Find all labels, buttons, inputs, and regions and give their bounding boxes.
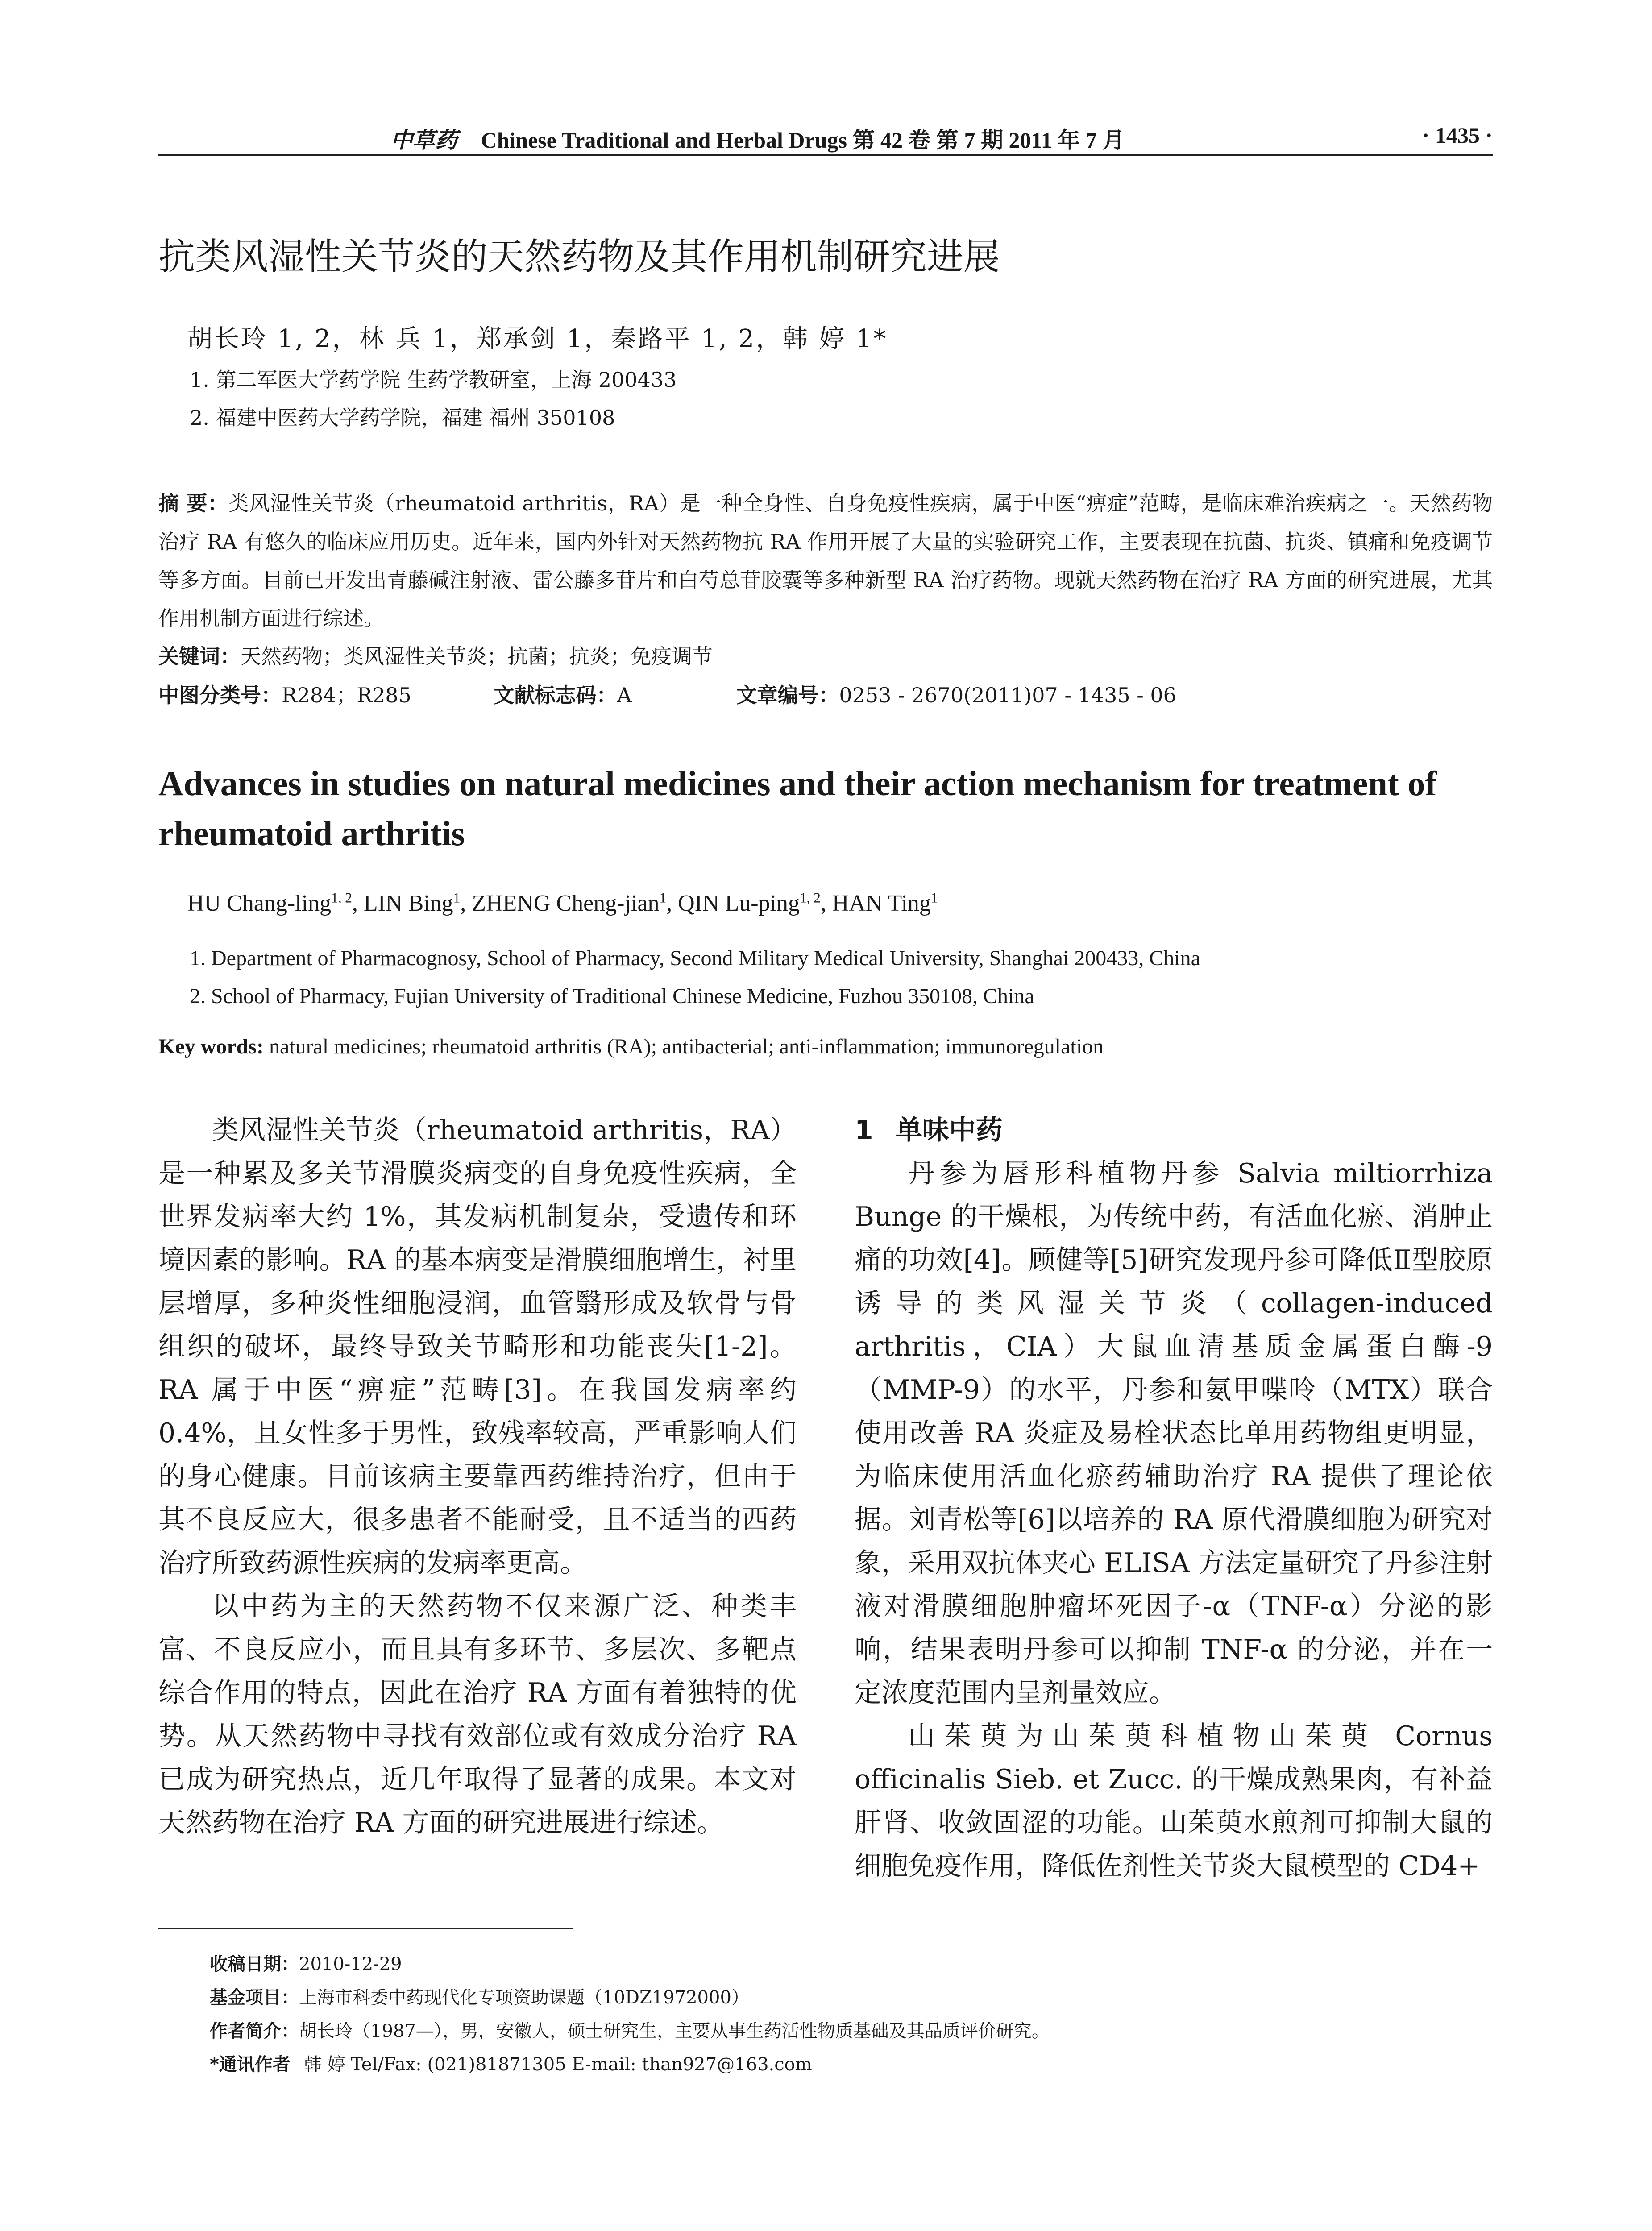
footnote-text: 韩 婷 Tel/Fax: (021)81871305 E-mail: than927@163.com: [303, 2054, 812, 2075]
body-paragraph: 山茱萸为山茱萸科植物山茱萸 Cornus officinalis Sieb. et Zucc. 的干燥成熟果肉，有补益肝肾、收敛固涩的功能。山茱萸水煎剂可抑制大鼠的细胞免疫作用，降低佐剂性关节炎大鼠模型的 CD4+: [855, 1721, 1493, 1882]
keywords-text: 天然药物；类风湿性关节炎；抗菌；抗炎；免疫调节: [241, 644, 713, 668]
abstract-label: 摘 要：: [158, 491, 228, 515]
chinese-affiliation-1: 1. 第二军医大学药学院 生药学教研室，上海 200433: [190, 368, 677, 392]
header-rule: [158, 154, 1493, 156]
chinese-abstract: [158, 484, 1493, 638]
footnote-received: [210, 1950, 402, 1975]
keywords-label: 关键词：: [158, 644, 241, 668]
chinese-title: 抗类风湿性关节炎的天然药物及其作用机制研究进展: [158, 236, 1000, 278]
footnote-text: 2010-12-29: [299, 1954, 402, 1974]
english-keywords-label: Key words:: [158, 1035, 264, 1058]
body-column-right: [855, 1109, 1493, 1888]
footnote-label: 基金项目：: [210, 1987, 299, 2008]
page-number: · 1435 ·: [1422, 123, 1493, 148]
footnote-label: *通讯作者: [210, 2054, 291, 2075]
article-number-label: 文章编号：: [736, 683, 839, 707]
english-authors: [187, 890, 938, 916]
body-paragraph: 类风湿性关节炎（rheumatoid arthritis，RA）是一种累及多关节滑膜炎病变的自身免疫性疾病，全世界发病率大约 1%，其发病机制复杂，受遗传和环境因素的影响。RA 的基本病变是滑膜细胞增生，衬里层增厚，多种炎性细胞浸润，血管翳形成及软骨与骨组织的破坏，最终导致关节畸形和功能丧失[1-2]。RA 属于中医“痹症”范畴[3]。在我国发病率约 0.4%，且女性多于男性，致残率较高，严重影响人们的身心健康。目前该病主要靠西药维持治疗，但由于其不良反应大，很多患者不能耐受，且不适当的西药治疗所致药源性疾病的发病率更高。: [158, 1115, 797, 1579]
english-affiliation-1: 1. Department of Pharmacognosy, School of Pharmacy, Second Military Medical University, Shanghai 200433, China: [190, 946, 1200, 970]
running-header: [158, 120, 1493, 155]
footnote-label: 收稿日期：: [210, 1954, 299, 1974]
abstract-text: 类风湿性关节炎（rheumatoid arthritis，RA）是一种全身性、自身免疫性疾病，属于中医“痹症”范畴，是临床难治疾病之一。天然药物治疗 RA 有悠久的临床应用历史。近年来，国内外针对天然药物抗 RA 作用开展了大量的实验研究工作，主要表现在抗菌、抗炎、镇痛和免疫调节等多方面。目前已开发出青藤碱注射液、雷公藤多苷片和白芍总苷胶囊等多种新型 RA 治疗药物。现就天然药物在治疗 RA 方面的研究进展，尤其作用机制方面进行综述。: [158, 491, 1493, 630]
doc-code-value: A: [617, 683, 632, 707]
section-heading: [855, 1109, 1493, 1152]
body-column-left: [158, 1109, 797, 1845]
english-title: Advances in studies on natural medicines and their action mechanism for treatment of rheumatoid arthritis: [158, 764, 1437, 853]
english-keywords-text: natural medicines; rheumatoid arthritis (RA); antibacterial; anti-inflammation; immunoregulation: [269, 1035, 1104, 1058]
footnote-correspondence: [210, 2050, 812, 2076]
chinese-affiliation-2: 2. 福建中医药大学药学院，福建 福州 350108: [190, 406, 615, 430]
section-title: 单味中药: [895, 1115, 1003, 1146]
clc-label: 中图分类号：: [158, 683, 282, 707]
chinese-keywords: [158, 640, 713, 670]
body-paragraph: 以中药为主的天然药物不仅来源广泛、种类丰富、不良反应小，而且具有多环节、多层次、多靶点综合作用的特点，因此在治疗 RA 方面有着独特的优势。从天然药物中寻找有效部位或有效成分治疗 RA 已成为研究热点，近几年取得了显著的成果。本文对天然药物在治疗 RA 方面的研究进展进行综述。: [158, 1591, 797, 1838]
clc-value: R284；R285: [282, 683, 411, 707]
journal-citation: Chinese Traditional and Herbal Drugs 第 42 卷 第 7 期 2011 年 7 月: [481, 128, 1125, 153]
footnote-rule: [158, 1928, 573, 1929]
author-zheng: ZHENG Cheng-jian$^1$,: [472, 890, 678, 916]
article-number-value: 0253 - 2670(2011)07 - 1435 - 06: [839, 683, 1176, 707]
author-hu: HU Chang-ling$^{1, 2}$,: [187, 890, 364, 916]
chinese-authors: 胡长玲 1, 2，林 兵 1，郑承剑 1，秦路平 1, 2，韩 婷 1*: [187, 324, 888, 353]
english-affiliation-2: 2. School of Pharmacy, Fujian University of Traditional Chinese Medicine, Fuzhou 350108, China: [190, 984, 1034, 1008]
footnote-label: 作者简介：: [210, 2021, 299, 2041]
journal-header: [390, 122, 1125, 154]
classification-line: [158, 679, 1176, 709]
footnote-funding: [210, 1983, 749, 2009]
section-number: 1: [855, 1115, 873, 1146]
footnote-text: 上海市科委中药现代化专项资助课题（10DZ1972000）: [299, 1987, 749, 2008]
body-paragraph: 丹参为唇形科植物丹参 Salvia miltiorrhiza Bunge 的干燥根，为传统中药，有活血化瘀、消肿止痛的功效[4]。顾健等[5]研究发现丹参可降低Ⅱ型胶原诱导的类风湿关节炎（collagen-induced arthritis，CIA）大鼠血清基质金属蛋白酶-9（MMP-9）的水平，丹参和氨甲喋呤（MTX）联合使用改善 RA 炎症及易栓状态比单用药物组更明显，为临床使用活血化瘀药辅助治疗 RA 提供了理论依据。刘青松等[6]以培养的 RA 原代滑膜细胞为研究对象，采用双抗体夹心 ELISA 方法定量研究了丹参注射液对滑膜细胞肿瘤坏死因子-α（TNF-α）分泌的影响，结果表明丹参可以抑制 TNF-α 的分泌，并在一定浓度范围内呈剂量效应。: [855, 1158, 1493, 1708]
journal-logo: 中草药: [390, 127, 457, 153]
author-han: HAN Ting$^1$: [832, 890, 938, 916]
footnote-text: 胡长玲（1987—），男，安徽人，硕士研究生，主要从事生药活性物质基础及其品质评价研究。: [299, 2021, 1050, 2041]
footnote-author-bio: [210, 2017, 1050, 2042]
english-keywords: [158, 1034, 1104, 1059]
doc-code-label: 文献标志码：: [494, 683, 617, 707]
author-qin: QIN Lu-ping$^{1, 2}$,: [678, 890, 832, 916]
author-lin: LIN Bing$^1$,: [363, 890, 472, 916]
